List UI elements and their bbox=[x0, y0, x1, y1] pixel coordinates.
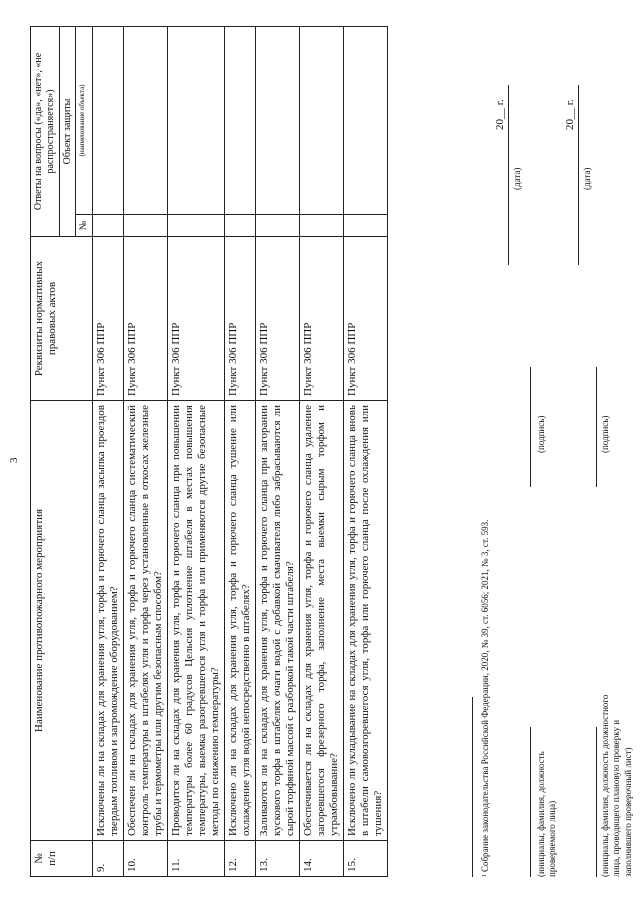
table-row bbox=[299, 26, 343, 876]
signature-line-sign-2[interactable] bbox=[596, 367, 597, 487]
row-text: Обеспечен ли на складах для хранения угля, торфа и горючего сланца систематический контроль температуры в штабелях угля и торфа через установленные в откосах железные трубы и термометры или другим безопасным способом? bbox=[124, 401, 168, 841]
caption-sign-1: (подпись) bbox=[536, 415, 546, 453]
footnote: ¹ Собрание законодательства Российской Федерации, 2020, № 39, ст. 6056; 2021, № 3, ст. 593. bbox=[480, 519, 490, 877]
row-ref: Пункт 306 ППР bbox=[168, 237, 225, 401]
table-row bbox=[224, 26, 255, 876]
signature-line-name-1[interactable] bbox=[530, 727, 531, 877]
row-text: Проводится ли на складах для хранения угля, торфа и горючего сланца при повышении температуры более 60 градусов Цельсия уплотнение штабеля в местах повышения температуры, выемка разогревшегося угля и торфа или применяются другие безопасные методы по снижению температуры? bbox=[168, 401, 225, 841]
table-row bbox=[93, 26, 124, 876]
header-object-name: (наименование объекта) bbox=[76, 26, 93, 214]
answer-cell[interactable] bbox=[299, 26, 343, 214]
row-text: Исключено ли на складах для хранения угля, торфа и горючего сланца тушение или охлаждение угля водой непосредственно в штабелях? bbox=[224, 401, 255, 841]
row-num: 11. bbox=[168, 841, 225, 877]
header-protection-object: Объект защиты bbox=[59, 26, 76, 236]
row-ref: Пункт 306 ППР bbox=[299, 237, 343, 401]
table-row bbox=[168, 26, 225, 876]
table-header-row bbox=[31, 26, 60, 876]
row-text: Исключены ли на складах для хранения угля, торфа и горючего сланца засыпка проездов твердым топливом и загромождение оборудованием? bbox=[93, 401, 124, 841]
row-text: Заливаются ли на складах для хранения угля, торфа и горючего сланца при загорании кускового торфа в штабелях очаги водой с добавкой смачивателя либо забрасываются ли сырой торфяной массой с разборкой такой части штабеля? bbox=[255, 401, 299, 841]
table-row bbox=[255, 26, 299, 876]
signature-line-name-2[interactable] bbox=[596, 727, 597, 877]
row-ref: Пункт 306 ППР bbox=[343, 237, 387, 401]
row-num: 12. bbox=[224, 841, 255, 877]
answer-cell[interactable] bbox=[124, 215, 168, 237]
answer-cell[interactable] bbox=[299, 215, 343, 237]
page-number: 3 bbox=[8, 457, 20, 463]
row-ref: Пункт 306 ППР bbox=[93, 237, 124, 401]
row-ref: Пункт 306 ППР bbox=[255, 237, 299, 401]
signature-line-sign-1[interactable] bbox=[530, 367, 531, 487]
answer-cell[interactable] bbox=[124, 26, 168, 214]
signature-line-date-2[interactable] bbox=[578, 85, 579, 265]
row-num: 10. bbox=[124, 841, 168, 877]
table-row bbox=[343, 26, 387, 876]
footnote-divider bbox=[472, 697, 473, 877]
signature-line-date-1[interactable] bbox=[508, 85, 509, 265]
caption-name-1: (инициалы, фамилия, должность проверяемого лица) bbox=[536, 751, 558, 877]
answer-cell[interactable] bbox=[168, 26, 225, 214]
row-ref: Пункт 306 ППР bbox=[124, 237, 168, 401]
answer-cell[interactable] bbox=[255, 215, 299, 237]
row-num: 14. bbox=[299, 841, 343, 877]
row-ref: Пункт 306 ППР bbox=[224, 237, 255, 401]
header-object-num: № bbox=[76, 215, 93, 237]
row-text: Исключено ли укладывание на складах для хранения угля, торфа и горючего сланца вновь в штабели самовозгоревшегося угля, торфа или горючего сланца после охлаждения или тушения? bbox=[343, 401, 387, 841]
answer-cell[interactable] bbox=[224, 26, 255, 214]
answer-cell[interactable] bbox=[224, 215, 255, 237]
answer-cell[interactable] bbox=[168, 215, 225, 237]
row-num: 9. bbox=[93, 841, 124, 877]
caption-date-1: (дата) bbox=[512, 167, 522, 190]
header-answers: Ответы на вопросы («да», «нет», «не распространяется») bbox=[31, 26, 60, 236]
date-year-2: 20__ г. bbox=[564, 99, 576, 130]
header-name: Наименование противопожарного мероприятия bbox=[31, 401, 93, 841]
answer-cell[interactable] bbox=[343, 26, 387, 214]
row-num: 13. bbox=[255, 841, 299, 877]
answer-cell[interactable] bbox=[255, 26, 299, 214]
caption-name-2: (инициалы, фамилия, должность должностного лица, проводящего плановую проверку и заполнившего проверочный лист) bbox=[600, 694, 633, 877]
caption-date-2: (дата) bbox=[582, 167, 592, 190]
answer-cell[interactable] bbox=[93, 26, 124, 214]
header-num: № п/п bbox=[31, 841, 93, 877]
row-text: Обеспечивается ли на складах для хранения угля, торфа и горючего сланца удаление загоревшегося фрезерного торфа, заполнение места выемки сырым торфом и утрамбовывание? bbox=[299, 401, 343, 841]
date-year-1: 20__ г. bbox=[494, 99, 506, 130]
header-requisites: Реквизиты нормативных правовых актов bbox=[31, 237, 93, 401]
row-num: 15. bbox=[343, 841, 387, 877]
checklist-table bbox=[30, 26, 388, 877]
answer-cell[interactable] bbox=[93, 215, 124, 237]
table-row bbox=[124, 26, 168, 876]
caption-sign-2: (подпись) bbox=[600, 415, 610, 453]
answer-cell[interactable] bbox=[343, 215, 387, 237]
